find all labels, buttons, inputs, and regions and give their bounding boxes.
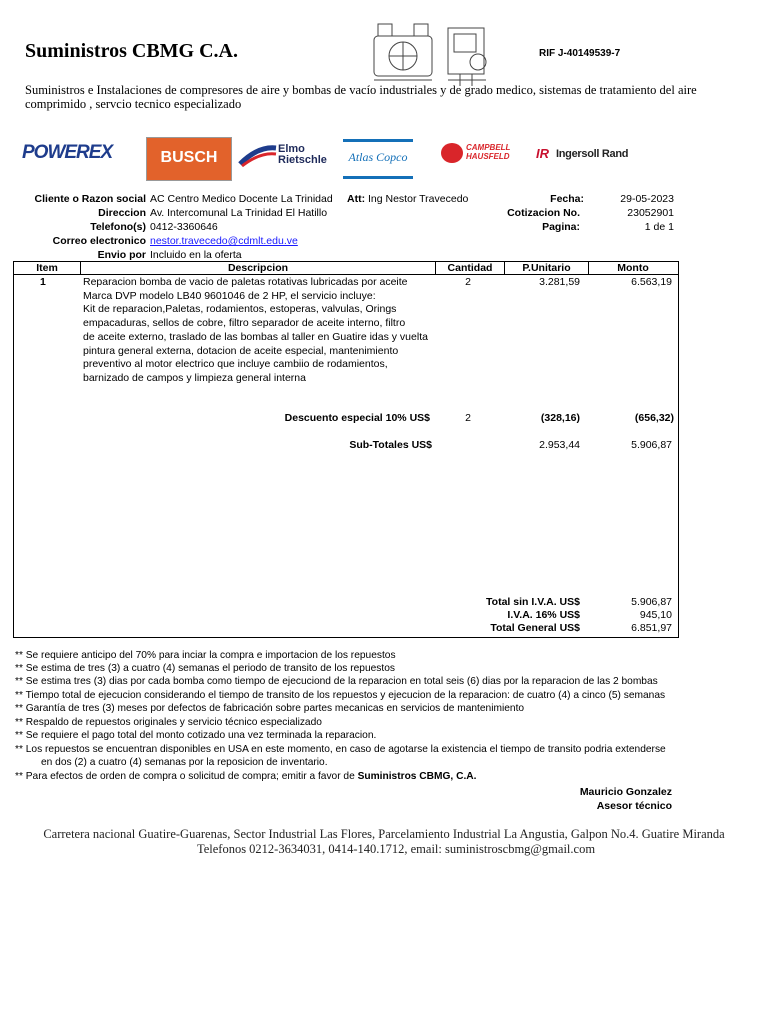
descuento-label: Descuento especial 10% US$ — [284, 412, 430, 424]
campbell-hausfeld-emblem-icon — [441, 143, 463, 163]
total-sin-iva-value: 5.906,87 — [631, 596, 672, 608]
ingersoll-rand-logo: Ingersoll Rand — [556, 148, 629, 160]
note-line: ** Se estima tres (3) dias por cada bomba como tiempo de ejecuciond de la reparacion en total seis (6) dias por la reparacion de las 2 bombas — [15, 676, 658, 687]
note-company: Suministros CBMG, C.A. — [357, 771, 477, 782]
note-line-purchase-order — [15, 771, 476, 782]
total-general-value: 6.851,97 — [631, 622, 672, 634]
subtotal-unitario: 2.953,44 — [539, 439, 580, 451]
description-line: empacaduras, sellos de cobre, filtro separador de aceite interno, filtro — [83, 317, 406, 330]
item-monto: 6.563,19 — [631, 276, 672, 288]
rietschle-text: Rietschle — [278, 154, 327, 166]
ingersoll-ir-icon: IR — [536, 146, 549, 161]
note-line: ** Tiempo total de ejecucion considerando el tiempo de transito de los repuestos y ejecucion de la reparacion: de cuatro (4) a cinco (5) semanas — [15, 690, 666, 701]
descuento-cantidad: 2 — [465, 412, 471, 424]
footer-address: Carretera nacional Guatire-Guarenas, Sector Industrial Las Flores, Parcelamiento Industrial La Angustia, Galpon No.4. Guatire Miranda — [43, 827, 725, 841]
pagina-label: Pagina: — [542, 221, 580, 233]
cotizacion-value: 23052901 — [627, 207, 674, 219]
item-number: 1 — [40, 276, 46, 288]
powerex-logo: POWEREX — [22, 142, 113, 163]
iva-label: I.V.A. 16% US$ — [507, 609, 580, 621]
elmo-rietschle-logo — [278, 144, 327, 166]
header-item: Item — [36, 262, 58, 274]
busch-logo — [146, 137, 232, 181]
fecha-value: 29-05-2023 — [620, 193, 674, 205]
header-cantidad: Cantidad — [447, 262, 493, 274]
note-line: ** Se requiere el pago total del monto cotizado una vez terminada la reparacion. — [15, 730, 377, 741]
note-line: ** Garantía de tres (3) meses por defectos de fabricación sobre partes mecanicas en servicios de mantenimiento — [15, 703, 525, 714]
header-monto: Monto — [617, 262, 649, 274]
description-line: preventivo al motor electrico que incluye cambiio de rodamientos, — [83, 358, 388, 371]
telefono-label: Telefono(s) — [90, 221, 146, 233]
correo-label: Correo electronico — [52, 235, 146, 247]
note-line: en dos (2) a cuatro (4) semanas por la reposicion de inventario. — [41, 757, 328, 768]
correo-link[interactable]: nestor.travecedo@cdmlt.edu.ve — [150, 235, 298, 247]
note-line: ** Se requiere anticipo del 70% para inciar la compra e importacion de los repuestos — [15, 650, 396, 661]
fecha-label: Fecha: — [550, 193, 584, 205]
subtotal-monto: 5.906,87 — [631, 439, 672, 451]
company-name: Suministros CBMG C.A. — [25, 40, 238, 62]
table-header-divider — [13, 274, 679, 275]
compressor-illustration-icon — [368, 20, 498, 92]
iva-value: 945,10 — [639, 609, 672, 621]
item-punitario: 3.281,59 — [539, 276, 580, 288]
direccion-value: Av. Intercomunal La Trinidad El Hatillo — [150, 207, 328, 219]
description-line: barnizado de campos y limpieza general interna — [83, 371, 306, 384]
att-value: Att: Ing Nestor Travecedo — [347, 193, 469, 205]
atlas-copco-text: Atlas Copco — [348, 150, 408, 164]
description-line: Reparacion bomba de vacio de paletas rotativas lubricadas por aceite — [83, 276, 408, 288]
cliente-value: AC Centro Medico Docente La Trinidad — [150, 193, 333, 205]
busch-logo-text: BUSCH — [160, 149, 218, 166]
note-line: ** Se estima de tres (3) a cuatro (4) semanas el periodo de transito de los repuestos — [15, 663, 395, 674]
note-prefix: ** Para efectos de orden de compra o solicitud de compra; emitir a favor de — [15, 771, 358, 782]
atlas-copco-logo — [343, 139, 413, 179]
descuento-monto: (656,32) — [634, 412, 674, 424]
envio-label: Envio por — [97, 249, 146, 261]
hausfeld-text: HAUSFELD — [466, 152, 510, 161]
signature-title: Asesor técnico — [596, 800, 672, 812]
total-sin-iva-label: Total sin I.V.A. US$ — [486, 596, 580, 608]
envio-value: Incluido en la oferta — [150, 249, 242, 261]
cotizacion-label: Cotizacion No. — [507, 207, 580, 219]
footer-contact: Telefonos 0212-3634031, 0414-140.1712, email: suministroscbmg@gmail.com — [196, 842, 596, 856]
campbell-text: CAMPBELL — [466, 143, 511, 152]
item-description — [83, 276, 433, 386]
description-line: de aceite externo, traslado de las bombas al taller en Guatire idas y vuelta — [83, 330, 428, 343]
description-line: pintura general externa, dotacion de aceite especial, mantenimiento — [83, 344, 399, 357]
header-descripcion: Descripcion — [227, 262, 289, 274]
description-line: Marca DVP modelo LB40 9601046 de 2 HP, el servicio incluye: — [83, 289, 376, 302]
campbell-hausfeld-logo — [466, 143, 510, 161]
note-line: ** Respaldo de repuestos originales y servicio técnico especializado — [15, 717, 322, 728]
company-tagline: Suministros e Instalaciones de compresores de aire y bombas de vacío industriales y de grado medico, sistemas de tratamiento del aire comprimido , servcio tecnico especializado — [25, 83, 697, 111]
rif-number: RIF J-40149539-7 — [539, 48, 621, 59]
cliente-label: Cliente o Razon social — [34, 193, 146, 205]
description-line: Kit de reparacion,Paletas, rodamientos, estoperas, valvulas, Orings — [83, 303, 397, 316]
elmo-rietschle-swoosh-icon — [238, 144, 278, 168]
descuento-unitario: (328,16) — [540, 412, 580, 424]
elmo-text: Elmo — [278, 143, 305, 155]
telefono-value: 0412-3360646 — [150, 221, 218, 233]
total-general-label: Total General US$ — [490, 622, 580, 634]
signature-name: Mauricio Gonzalez — [579, 786, 672, 798]
note-line: ** Los repuestos se encuentran disponibles en USA en este momento, en caso de agotarse la existencia el tiempo de transito podria extenderse — [15, 744, 666, 755]
subtotal-label: Sub-Totales US$ — [349, 439, 432, 451]
item-cantidad: 2 — [465, 276, 471, 288]
pagina-value: 1 de 1 — [644, 221, 674, 233]
header-punitario: P.Unitario — [522, 262, 571, 274]
direccion-label: Direccion — [98, 207, 146, 219]
